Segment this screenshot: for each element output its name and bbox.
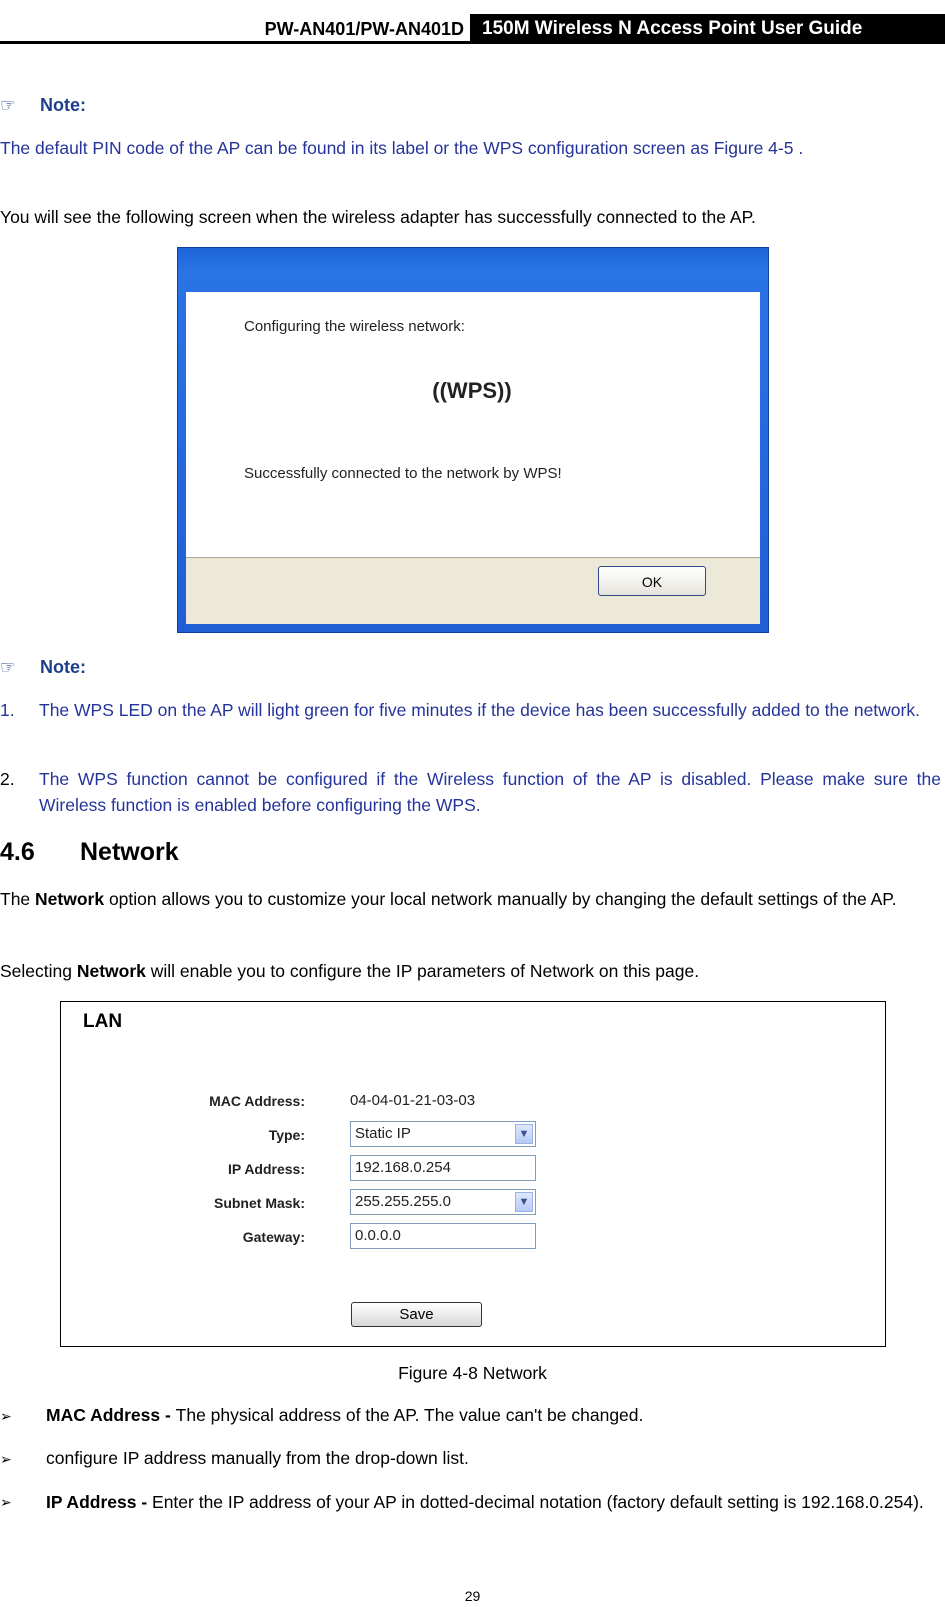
subnet-mask-value: 255.255.255.0 (355, 1193, 451, 1210)
intro-connected-text: You will see the following screen when the wireless adapter has successfully connected to the AP. (0, 207, 756, 227)
lan-title: LAN (83, 1011, 123, 1032)
ip-address-label: IP Address: (227, 1161, 305, 1177)
section-number: 4.6 (0, 838, 35, 866)
note2-item-1 (0, 697, 941, 723)
chevron-down-icon[interactable]: ▼ (515, 1124, 533, 1144)
note1-heading (0, 92, 941, 118)
pointing-hand-icon: ☞ (0, 95, 16, 115)
bullet-term: IP Address - (46, 1492, 153, 1512)
mac-address-label: MAC Address: (209, 1093, 305, 1109)
section-paragraph-1 (0, 886, 941, 912)
para1-pre: The (0, 889, 36, 909)
bullet-arrow-icon: ➢ (0, 1451, 12, 1467)
bullet-text: configure IP address manually from the drop-down list. (46, 1448, 469, 1468)
bullet-arrow-icon: ➢ (0, 1408, 12, 1424)
para2-bold: Network (76, 961, 146, 981)
bullet-term: MAC Address - (46, 1405, 176, 1425)
wps-logo-icon: ((WPS)) (432, 378, 512, 403)
para1-post: option allows you to customize your local network manually by changing the default settings of the AP. (104, 889, 897, 909)
type-label: Type: (268, 1127, 305, 1143)
bullet-ip-address (0, 1489, 941, 1515)
note2-item-2 (0, 766, 941, 818)
header-rule (0, 41, 945, 44)
header-model: PW-AN401/PW-AN401D (264, 19, 464, 39)
figure-caption: Figure 4-8 Network (398, 1363, 547, 1383)
section-paragraph-2 (0, 958, 941, 984)
bullet-text: Enter the IP address of your AP in dotted-decimal notation (factory default setting is 192.168.0.254). (152, 1492, 924, 1512)
subnet-mask-select[interactable] (350, 1189, 536, 1215)
chevron-down-icon[interactable]: ▼ (515, 1192, 533, 1212)
bullet-type (0, 1445, 941, 1472)
bullet-mac-address (0, 1402, 941, 1429)
header-guide-title: 150M Wireless N Access Point User Guide (470, 14, 945, 44)
bullet-text: The physical address of the AP. The value can't be changed. (175, 1405, 644, 1425)
type-select[interactable] (350, 1121, 536, 1147)
note2-label: Note: (40, 657, 86, 677)
type-select-value: Static IP (355, 1125, 411, 1142)
note1-text: The default PIN code of the AP can be found in its label or the WPS configuration screen as Figure 4-5 . (0, 138, 804, 158)
section-title: Network (80, 838, 179, 866)
subnet-mask-label: Subnet Mask: (213, 1195, 305, 1211)
note2-item-number: 1. (0, 700, 15, 720)
para1-bold: Network (35, 889, 105, 909)
section-heading (0, 838, 179, 867)
para2-post: will enable you to configure the IP parameters of Network on this page. (145, 961, 700, 981)
page-number: 29 (464, 1588, 481, 1604)
wps-success-text: Successfully connected to the network by WPS! (244, 465, 562, 482)
bullet-arrow-icon: ➢ (0, 1494, 12, 1510)
mac-address-value: 04-04-01-21-03-03 (350, 1092, 476, 1109)
pointing-hand-icon: ☞ (0, 657, 16, 677)
gateway-input[interactable]: 0.0.0.0 (350, 1223, 536, 1249)
wps-configuring-text: Configuring the wireless network: (244, 318, 465, 335)
para2-pre: Selecting (0, 961, 77, 981)
note2-item-text: The WPS LED on the AP will light green for five minutes if the device has been successfully added to the network. (39, 700, 920, 720)
note2-heading (0, 654, 941, 680)
save-button[interactable]: Save (351, 1302, 482, 1327)
note1-label: Note: (40, 95, 86, 115)
gateway-label: Gateway: (242, 1229, 305, 1245)
note2-item-text: The WPS function cannot be configured if the Wireless function of the AP is disabled. Please make sure the Wireless function is enabled before configuring the WPS. (39, 769, 941, 815)
wps-ok-button[interactable]: OK (598, 566, 706, 596)
note2-item-number: 2. (0, 769, 15, 789)
ip-address-input[interactable]: 192.168.0.254 (350, 1155, 536, 1181)
